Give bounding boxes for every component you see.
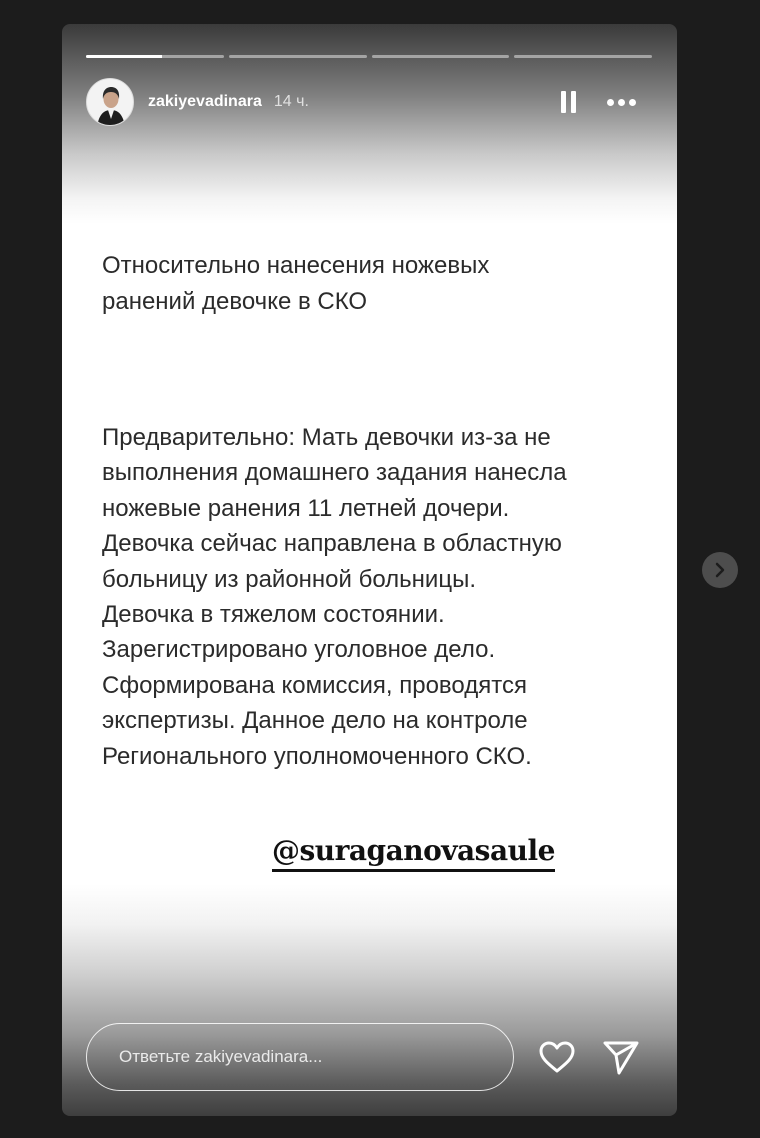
story-progress-bar [86,55,652,58]
body-line: Регионального уполномоченного СКО. [102,742,532,770]
body-line: Девочка сейчас направлена в областную [102,530,562,558]
body-line: Предварительно: Мать девочки из-за не [102,424,551,451]
body-line: больницу из районной больницы. [102,565,477,593]
story-title [102,248,622,320]
avatar[interactable] [86,78,134,126]
more-icon[interactable] [607,99,636,106]
body-line: ножевые ранения 11 летней дочери. [102,494,510,522]
body-line: Зарегистрировано уголовное дело. [102,636,496,664]
story-body [102,420,642,774]
body-line: Девочка в тяжелом состоянии. [102,601,445,629]
progress-segment [372,55,510,58]
next-story-button[interactable] [702,552,738,588]
body-line: выполнения домашнего задания нанесла [102,459,567,487]
post-time: 14 ч. [273,93,309,110]
body-line: экспертизы. Данное дело на контроле [102,707,528,735]
chevron-right-icon [713,562,727,578]
story-viewer[interactable] [62,24,677,1116]
title-line: Относительно нанесения ножевых [102,252,490,279]
title-line: ранений девочке в СКО [102,288,368,315]
username[interactable]: zakiyevadinara [148,93,262,110]
progress-segment [86,55,224,58]
send-icon[interactable] [602,1038,640,1076]
progress-segment [229,55,367,58]
heart-icon[interactable] [538,1040,576,1074]
story-header [86,77,652,127]
reply-input[interactable]: Ответьте zakiyevadinara... [86,1023,514,1091]
body-line: Сформирована комиссия, проводятся [102,671,527,699]
progress-segment [514,55,652,58]
pause-icon[interactable] [561,91,581,113]
mention-link[interactable]: @suraganovasaule [272,834,555,872]
